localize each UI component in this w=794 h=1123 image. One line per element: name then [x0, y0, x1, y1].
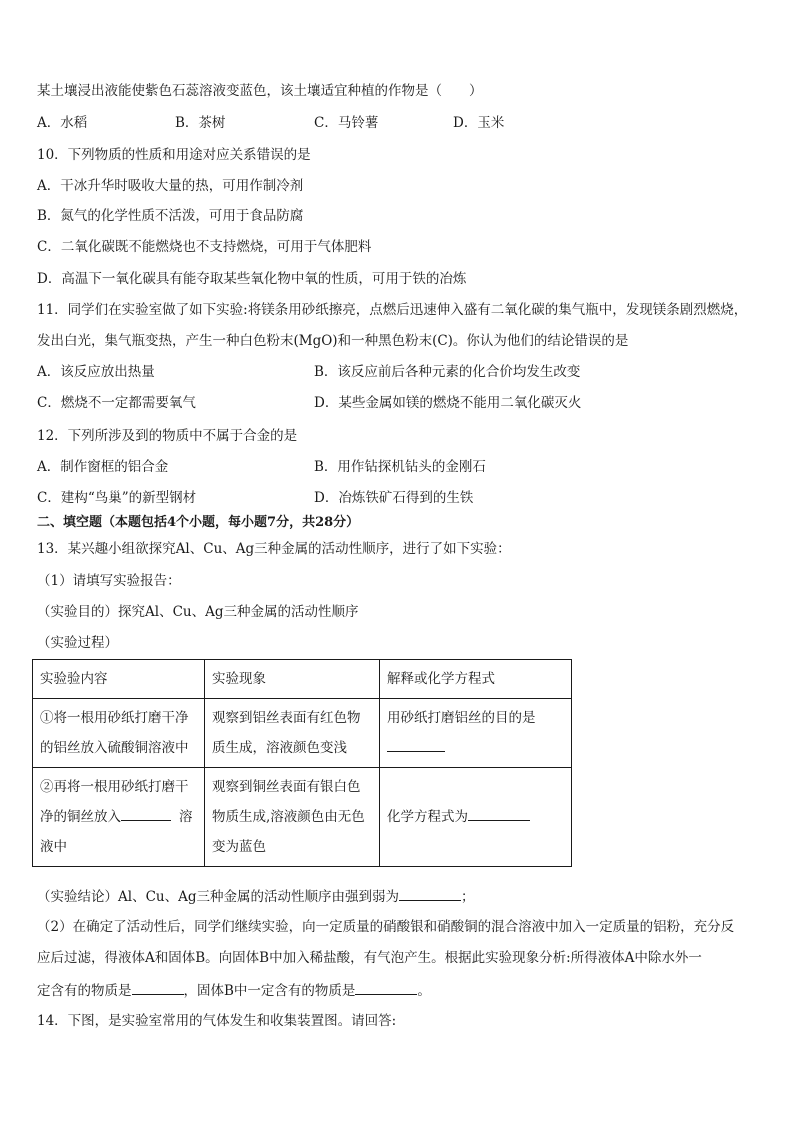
- q12-option-c: C．建构“鸟巢”的新型钢材: [37, 490, 197, 506]
- q13-part2-line2: 应后过滤，得液体A和固体B。向固体B中加入稀盐酸，有气泡产生。根据此实验现象分析:所得液体A中除水外一: [37, 950, 702, 966]
- answer-blank-5[interactable]: [132, 981, 184, 995]
- q13-process: （实验过程）: [37, 635, 118, 651]
- answer-blank-2[interactable]: [121, 807, 171, 821]
- q10-option-d: D．高温下一氧化碳具有能夺取某些氧化物中氧的性质，可用于铁的冶炼: [37, 271, 467, 287]
- row2-phenomenon: 观察到铜丝表面有银白色 物质生成,溶液颜色由无色 变为蓝色: [205, 768, 380, 867]
- table-header-content: 实验验内容: [33, 660, 205, 699]
- row2-content: ②再将一根用砂纸打磨干 净的铜丝放入 溶 液中: [33, 768, 205, 867]
- table-header-row: [33, 660, 572, 699]
- experiment-table: [32, 659, 572, 867]
- q11-option-a: A．该反应放出热量: [37, 364, 155, 380]
- q11-option-b: B．该反应前后各种元素的化合价均发生改变: [314, 364, 581, 380]
- q11-stem-line2: 发出白光，集气瓶变热，产生一种白色粉末(MgO)和一种黑色粉末(C)。你认为他们的结论错误的是: [37, 333, 629, 349]
- q13-part2-line1: （2）在确定了活动性后，同学们继续实验，向一定质量的硝酸银和硝酸铜的混合溶液中加入一定质量的铝粉，充分反: [37, 919, 735, 935]
- table-row: [33, 699, 572, 768]
- q9-option-d: D．玉米: [453, 115, 505, 131]
- table-header-phenomenon: 实验现象: [205, 660, 380, 699]
- q13-conclusion: （实验结论）Al、Cu、Ag三种金属的活动性顺序由强到弱为 ；: [37, 889, 475, 905]
- q13-purpose: （实验目的）探究Al、Cu、Ag三种金属的活动性顺序: [37, 604, 359, 620]
- answer-blank-4[interactable]: [399, 887, 461, 901]
- q13-part1: （1）请填写实验报告：: [37, 573, 181, 589]
- q13-stem: 13．某兴趣小组欲探究Al、Cu、Ag三种金属的活动性顺序，进行了如下实验：: [37, 541, 511, 557]
- q11-option-c: C．燃烧不一定都需要氧气: [37, 395, 196, 411]
- q10-option-a: A．干冰升华时吸收大量的热，可用作制冷剂: [37, 178, 304, 194]
- q12-stem: 12．下列所涉及到的物质中不属于合金的是: [37, 428, 298, 444]
- row1-phenomenon: 观察到铝丝表面有红色物 质生成，溶液颜色变浅: [205, 699, 380, 768]
- q10-stem: 10．下列物质的性质和用途对应关系错误的是: [37, 147, 311, 163]
- q12-option-d: D．冶炼铁矿石得到的生铁: [314, 490, 474, 506]
- answer-blank-1[interactable]: [387, 738, 445, 752]
- q11-stem-line1: 11．同学们在实验室做了如下实验:将镁条用砂纸擦亮，点燃后迅速伸入盛有二氧化碳的集气瓶中，发现镁条剧烈燃烧，: [37, 302, 748, 318]
- row2-explanation: 化学方程式为: [380, 768, 572, 867]
- q10-option-b: B．氮气的化学性质不活泼，可用于食品防腐: [37, 208, 304, 224]
- q9-option-c: C．马铃薯: [314, 115, 379, 131]
- q13-part2-line3: 定含有的物质是 ，固体B中一定含有的物质是 。: [37, 983, 431, 999]
- answer-blank-3[interactable]: [468, 807, 530, 821]
- q10-option-c: C．二氧化碳既不能燃烧也不支持燃烧，可用于气体肥料: [37, 239, 372, 255]
- table-header-explanation: 解释或化学方程式: [380, 660, 572, 699]
- q9-option-a: A．水稻: [37, 115, 88, 131]
- q14-stem: 14．下图，是实验室常用的气体发生和收集装置图。请回答:: [37, 1013, 397, 1029]
- row1-content: ①将一根用砂纸打磨干净 的铝丝放入硫酸铜溶液中: [33, 699, 205, 768]
- q12-option-a: A．制作窗框的铝合金: [37, 459, 169, 475]
- answer-blank-6[interactable]: [355, 981, 417, 995]
- q12-option-b: B．用作钻探机钻头的金刚石: [314, 459, 486, 475]
- section-title: 二、填空题（本题包括4个小题，每小题7分，共28分）: [37, 515, 360, 530]
- q11-option-d: D．某些金属如镁的燃烧不能用二氧化碳灭火: [314, 395, 582, 411]
- table-row: [33, 768, 572, 867]
- q9-option-b: B．茶树: [175, 115, 226, 131]
- q9-stem: 某土壤浸出液能使紫色石蕊溶液变蓝色，该土壤适宜种植的作物是（ ）: [37, 83, 483, 99]
- row1-explanation: 用砂纸打磨铝丝的目的是: [380, 699, 572, 768]
